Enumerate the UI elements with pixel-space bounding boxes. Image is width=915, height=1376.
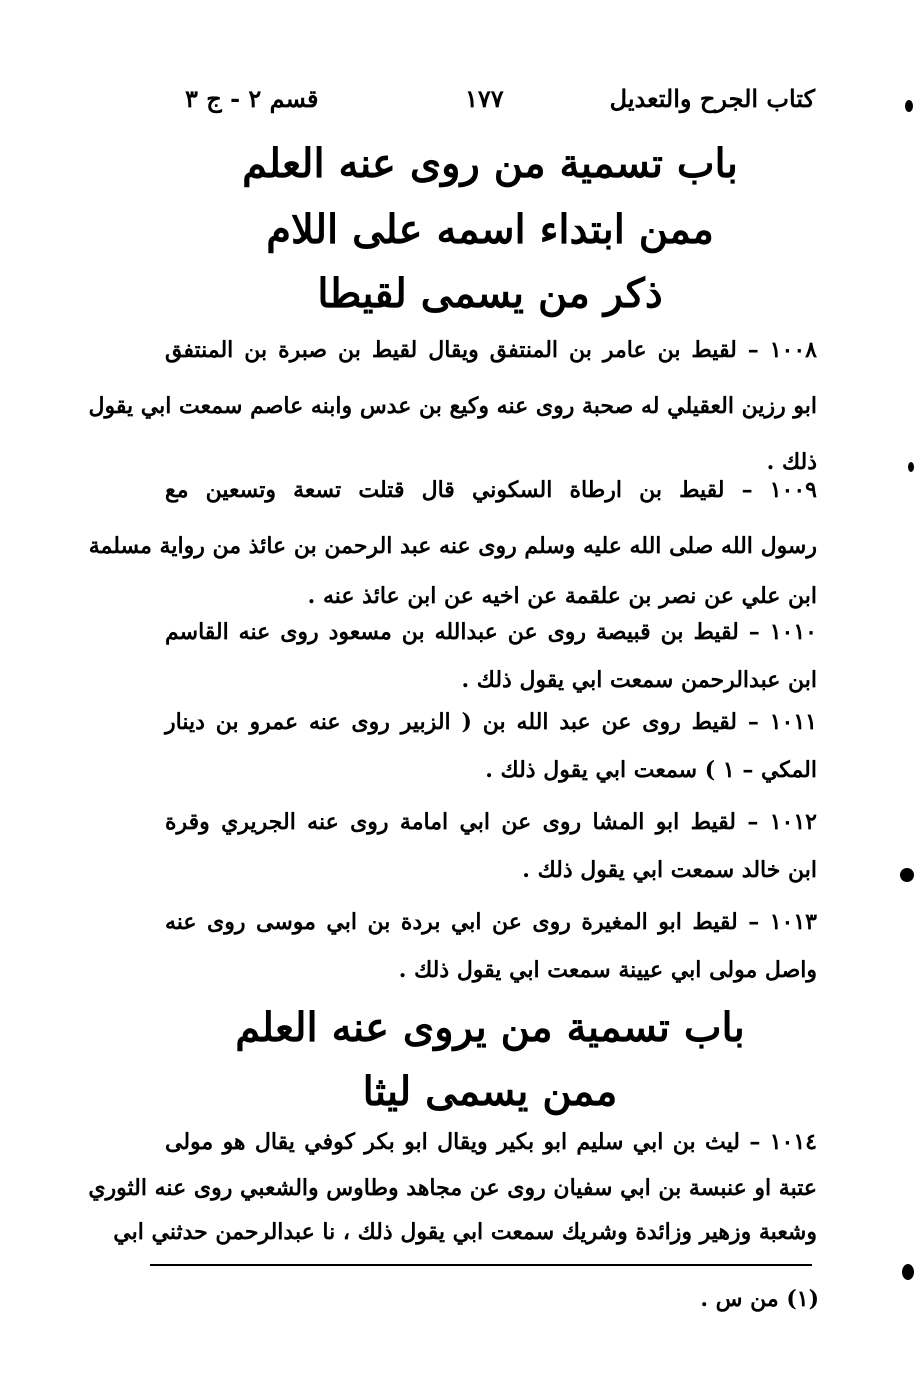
- entry-1008: [88, 332, 817, 480]
- scan-speck: [905, 100, 913, 112]
- entry-line: ١٠١٤ – ليث بن ابي سليم ابو بكير ويقال ابو بكر كوفي يقال هو مولى: [165, 1129, 817, 1155]
- chapter-subheading-1: ممن ابتداء اسمه على اللام: [266, 206, 714, 253]
- entry-line: ١٠١٣ – لقيط ابو المغيرة روى عن ابي بردة بن ابي موسى روى عنه: [165, 909, 817, 935]
- entry-1013: [165, 904, 817, 988]
- entry-line: ١٠١٠ – لقيط بن قبيصة روى عن عبدالله بن مسعود روى عنه القاسم: [165, 619, 817, 645]
- scan-speck: [900, 868, 914, 882]
- running-header: [165, 84, 815, 128]
- entry-line: ١٠٠٨ – لقيط بن عامر بن المنتفق ويقال لقيط بن صبرة بن المنتفق: [165, 337, 817, 363]
- scan-speck: [908, 462, 914, 472]
- page-number: ١٧٧: [465, 84, 504, 113]
- entry-1010: [165, 614, 817, 698]
- entry-line: عتبة او عنبسة بن ابي سفيان روى عن مجاهد وطاوس والشعبي روى عنه الثوري: [88, 1175, 817, 1201]
- entry-line: ابو رزين العقيلي له صحبة روى عنه وكيع بن عدس وابنه عاصم سمعت ابي يقول: [88, 393, 817, 419]
- entry-1009: [88, 472, 817, 614]
- scan-speck: [902, 1264, 914, 1280]
- section-label: قسم ٢ - ج ٣: [185, 84, 319, 113]
- book-title: كتاب الجرح والتعديل: [609, 84, 815, 113]
- entry-line: ١٠١١ – لقيط روى عن عبد الله بن ( الزبير روى عنه عمرو بن دينار: [165, 709, 817, 735]
- entry-line: ١٠٠٩ – لقيط بن ارطاة السكوني قال قتلت تسعة وتسعين مع: [165, 477, 817, 503]
- entry-line: ابن عبدالرحمن سمعت ابي يقول ذلك .: [461, 667, 817, 693]
- entry-line: ١٠١٢ – لقيط ابو المشا روى عن ابي امامة روى عنه الجريري وقرة: [165, 809, 817, 835]
- footnote: (١) من س .: [700, 1286, 819, 1312]
- entry-line: المكي – ١ ) سمعت ابي يقول ذلك .: [485, 757, 817, 783]
- entry-line: وشعبة وزهير وزائدة وشريك سمعت ابي يقول ذلك ، نا عبدالرحمن حدثني ابي: [113, 1219, 817, 1245]
- section-heading-laqit: ذكر من يسمى لقيطا: [317, 270, 663, 317]
- entry-line: واصل مولى ابي عيينة سمعت ابي يقول ذلك .: [398, 957, 817, 983]
- chapter-heading-2: باب تسمية من يروى عنه العلم: [235, 1004, 745, 1051]
- section-heading-layth: ممن يسمى ليثا: [362, 1068, 618, 1115]
- chapter-heading-1: باب تسمية من روى عنه العلم: [242, 140, 738, 187]
- entry-line: ابن خالد سمعت ابي يقول ذلك .: [522, 857, 817, 883]
- footnote-rule: [150, 1264, 812, 1266]
- entry-line: رسول الله صلى الله عليه وسلم روى عنه عبد الرحمن بن عائذ من رواية مسلمة: [88, 533, 817, 559]
- entry-1012: [165, 804, 817, 888]
- entry-1011: [165, 704, 817, 788]
- entry-line: ابن علي عن نصر بن علقمة عن اخيه عن ابن عائذ عنه .: [307, 583, 817, 609]
- entry-1014: [88, 1124, 817, 1250]
- entry-line: ذلك .: [766, 449, 817, 475]
